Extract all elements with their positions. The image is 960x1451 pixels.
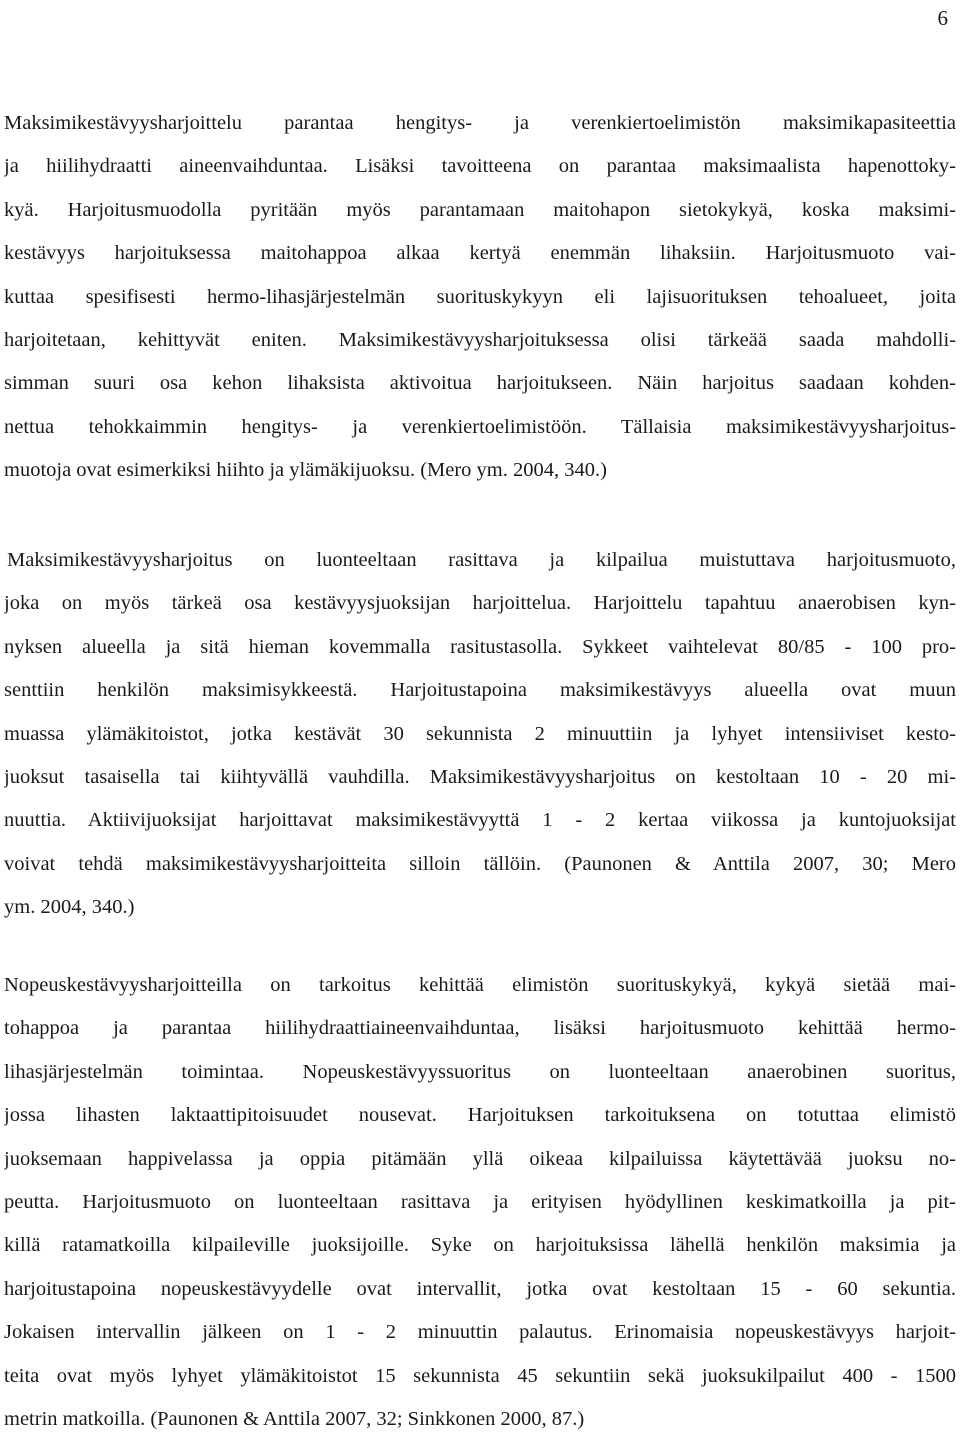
text-line: Maksimikestävyysharjoittelu parantaa hengitys- ja verenkiertoelimistön maksimikapasiteettia [4,112,956,134]
text-line: kestävyys harjoituksessa maitohappoa alkaa kertyä enemmän lihaksiin. Harjoitusmuoto vai- [4,242,956,265]
text-line: joka on myös tärkeä osa kestävyysjuoksijan harjoittelua. Harjoittelu tapahtuu anaerobisen kyn- [4,592,956,615]
text-line: muotoja ovat esimerkiksi hiihto ja ylämäkijuoksu. (Mero ym. 2004, 340.) [4,459,607,482]
text-line: kuttaa spesifisesti hermo-lihasjärjestelmän suorituskykyyn eli lajisuorituksen tehoalueet, joita [4,285,956,308]
text-line: Maksimikestävyysharjoitus on luonteeltaan rasittava ja kilpailua muistuttava harjoitusmuoto, [7,549,956,571]
text-line: harjoitustapoina nopeuskestävyydelle ovat intervallit, jotka ovat kestoltaan 15 - 60 sekuntia. [4,1277,956,1300]
text-line: nettua tehokkaimmin hengitys- ja verenkiertoelimistöön. Tällaisia maksimikestävyysharjoitus- [4,415,956,438]
text-line: ym. 2004, 340.) [4,896,135,919]
text-line: kyä. Harjoitusmuodolla pyritään myös parantamaan maitohapon sietokykyä, koska maksimi- [4,198,956,221]
text-line: tohappoa ja parantaa hiilihydraattiaineenvaihduntaa, lisäksi harjoitusmuoto kehittää hermo- [4,1017,956,1040]
text-line: simman suuri osa kehon lihaksista aktivoitua harjoitukseen. Näin harjoitus saadaan kohden- [4,372,956,395]
text-line: senttiin henkilön maksimisykkeestä. Harjoitustapoina maksimikestävyys alueella ovat muun [4,679,956,702]
text-line: jossa lihasten laktaattipitoisuudet nousevat. Harjoituksen tarkoituksena on totuttaa elimistö [4,1104,956,1127]
text-line: nuuttia. Aktiivijuoksijat harjoittavat maksimikestävyyttä 1 - 2 kertaa viikossa ja kuntojuoksijat [4,809,956,832]
text-line: ja hiilihydraatti aineenvaihduntaa. Lisäksi tavoitteena on parantaa maksimaalista hapenottoky- [4,155,956,178]
text-line: muassa ylämäkitoistot, jotka kestävät 30 sekunnista 2 minuuttiin ja lyhyet intensiiviset kesto- [4,722,956,745]
paragraph-maksimikestavyys-intro [4,102,956,493]
paragraph-maksimikestavyysharjoitus [4,539,956,930]
text-line: Jokaisen intervallin jälkeen on 1 - 2 minuuttin palautus. Erinomaisia nopeuskestävyys harjoit- [4,1321,956,1344]
text-line: peutta. Harjoitusmuoto on luonteeltaan rasittava ja erityisen hyödyllinen keskimatkoilla ja pit- [4,1190,956,1213]
text-line: Nopeuskestävyysharjoitteilla on tarkoitus kehittää elimistön suorituskykyä, kykyä sietää mai- [4,974,956,996]
text-line: juoksemaan happivelassa ja oppia pitämään yllä oikeaa kilpailuissa käytettävää juoksu no- [4,1147,956,1170]
text-line: harjoitetaan, kehittyvät eniten. Maksimikestävyysharjoituksessa olisi tärkeää saada mahdolli- [4,328,956,351]
text-line: voivat tehdä maksimikestävyysharjoitteita silloin tällöin. (Paunonen & Anttila 2007, 30; Mero [4,852,956,875]
text-line: nyksen alueella ja sitä hieman kovemmalla rasitustasolla. Sykkeet vaihtelevat 80/85 - 100 pro- [4,635,956,658]
text-line: lihasjärjestelmän toimintaa. Nopeuskestävyyssuoritus on luonteeltaan anaerobinen suoritus, [4,1060,956,1083]
text-line: teita ovat myös lyhyet ylämäkitoistot 15 sekunnista 45 sekuntiin sekä juoksukilpailut 400 - 1500 [4,1364,956,1387]
text-line: killä ratamatkoilla kilpaileville juoksijoille. Syke on harjoituksissa lähellä henkilön maksimia ja [4,1234,956,1257]
text-line: juoksut tasaisella tai kiihtyvällä vauhdilla. Maksimikestävyysharjoitus on kestoltaan 10 - 20 mi- [4,765,956,788]
page-number: 6 [937,6,948,30]
text-line: metrin matkoilla. (Paunonen & Anttila 2007, 32; Sinkkonen 2000, 87.) [4,1407,585,1430]
paragraph-nopeuskestavyys [4,964,956,1441]
